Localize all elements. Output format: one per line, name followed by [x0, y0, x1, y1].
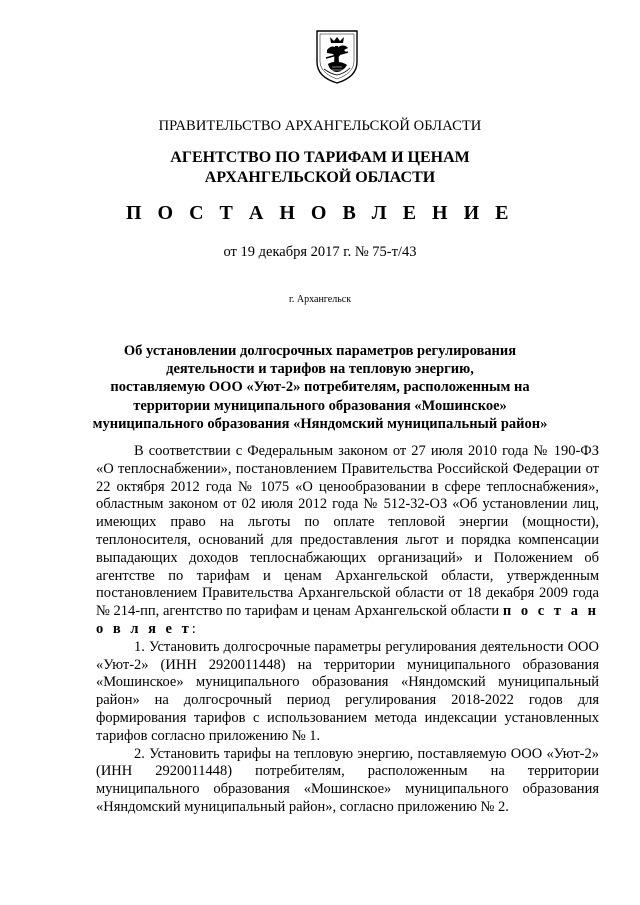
document-date-number: от 19 декабря 2017 г. № 75-т/43	[223, 244, 417, 260]
government-name: ПРАВИТЕЛЬСТВО АРХАНГЕЛЬСКОЙ ОБЛАСТИ	[158, 118, 482, 134]
item-2-paragraph: 2. Установить тарифы на тепловую энергию, поставляемую ООО «Уют-2» (ИНН 2920011448) потребителям, расположенным на территории муниципального образования «Мошинское» муниципального образования «Няндомский муниципальный район», согласно приложению № 2.	[96, 745, 599, 815]
subject-line: Об установлении долгосрочных параметров регулирования	[123, 343, 517, 359]
item-1-paragraph: 1. Установить долгосрочные параметры регулирования деятельности ООО «Уют-2» (ИНН 2920011448) на территории муниципального образования «Мошинское» муниципального образования «Няндомский муниципальный район» на долгосрочный период регулирования 2018-2022 годов для формирования тарифов с использованием метода индексации установленных тарифов согласно приложению № 1.	[96, 638, 599, 744]
document-subject	[0, 342, 640, 433]
document-type-title: П О С Т А Н О В Л Е Н И Е	[126, 202, 514, 224]
preamble-text: В соответствии с Федеральным законом от 27 июля 2010 года № 190-ФЗ «О теплоснабжении», постановлением Правительства Российской Федерации от 22 октября 2012 года № 1075 «О ценообразовании в сфере теплоснабжения», областным законом от 02 июля 2012 года № 512-32-ОЗ «Об установлении лиц, имеющих право на льготы по оплате тепловой энергии (мощности), теплоносителя, оснований для предоставления льгот и порядка компенсации выпадающих доходов теплоснабжающих организаций» и Положением об агентстве по тарифам и ценам Архангельской области, утвержденным постановлением Правительства Архангельской области от 18 декабря 2009 года № 214-пп, агентство по тарифам и ценам Архангельской области	[96, 443, 599, 620]
agency-name-line2: АРХАНГЕЛЬСКОЙ ОБЛАСТИ	[204, 169, 436, 186]
document-body	[96, 443, 599, 817]
agency-name-line1: АГЕНТСТВО ПО ТАРИФАМ И ЦЕНАМ	[170, 149, 470, 166]
subject-line: территории муниципального образования «Мошинское»	[133, 397, 507, 414]
subject-line: муниципального образования «Няндомский муниципальный район»	[92, 415, 548, 432]
resolves-colon: :	[191, 620, 196, 637]
subject-line: поставляемую ООО «Уют-2» потребителям, расположенным на	[110, 379, 530, 396]
coat-of-arms-emblem	[314, 28, 360, 84]
subject-line: деятельности и тарифов на тепловую энергию,	[166, 361, 474, 378]
resolves-word: п о с т а н о в л я е т	[96, 603, 599, 637]
agency-name	[0, 148, 640, 188]
city-name: г. Архангельск	[288, 294, 352, 305]
preamble-paragraph	[96, 443, 599, 639]
